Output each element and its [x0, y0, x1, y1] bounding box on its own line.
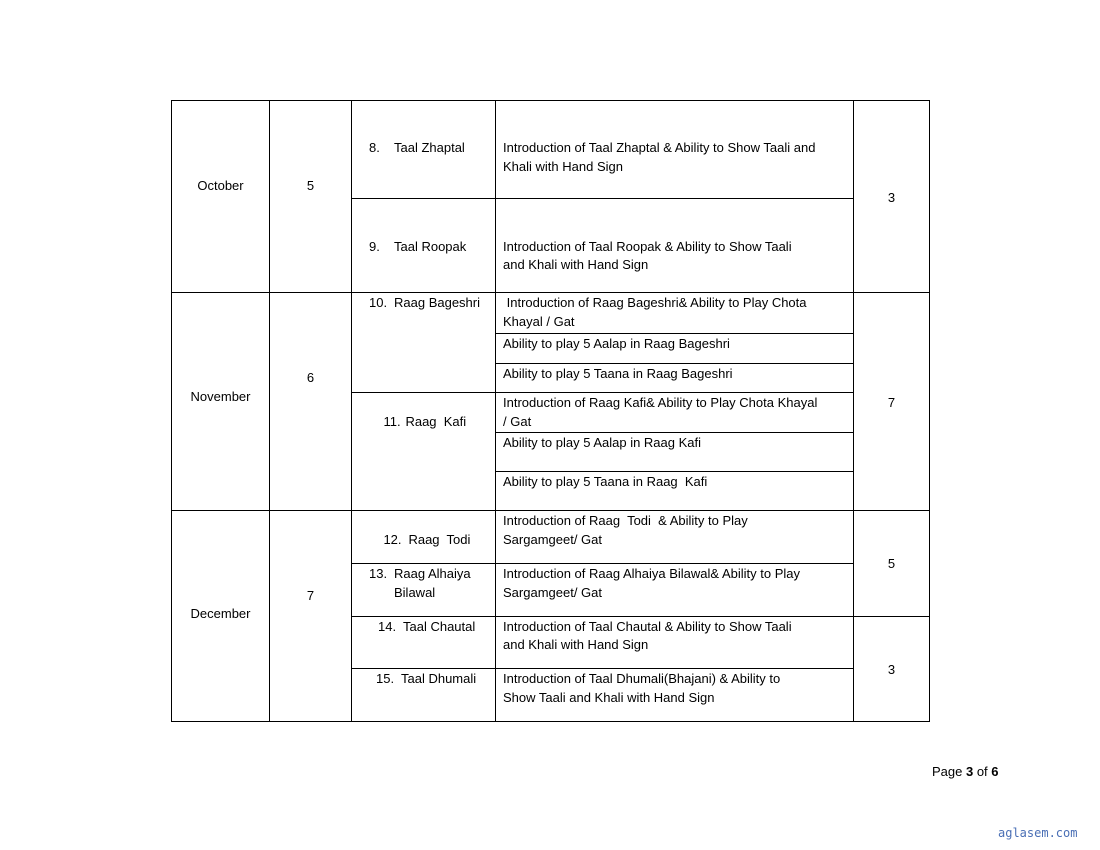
topic-description: Introduction of Taal Chautal & Ability to Show Taali — [503, 619, 792, 634]
topic-label: 12. Raag Todi — [383, 532, 471, 547]
topic-description: Show Taali and Khali with Hand Sign — [503, 690, 715, 705]
month-cell: October — [197, 178, 244, 193]
topic-label: 13. Raag Alhaiya — [369, 566, 471, 581]
page-number: Page 3 of 6 — [932, 764, 999, 779]
topic-label: 10. Raag Bageshri — [369, 295, 480, 310]
count-cell: 5 — [306, 178, 315, 193]
periods-cell: 5 — [887, 556, 896, 571]
topic-label: 11. Raag Kafi — [383, 414, 467, 429]
topic-description: Ability to play 5 Taana in Raag Kafi — [503, 474, 708, 489]
periods-cell: 3 — [887, 190, 896, 205]
topic-description: Ability to play 5 Aalap in Raag Kafi — [503, 435, 702, 450]
periods-cell: 7 — [887, 395, 896, 410]
topic-description: Khali with Hand Sign — [503, 159, 623, 174]
topic-description: Introduction of Raag Alhaiya Bilawal& Ability to Play — [503, 566, 801, 581]
count-cell: 6 — [306, 370, 315, 385]
topic-label: 14. Taal Chautal — [378, 619, 476, 634]
count-cell: 7 — [306, 588, 315, 603]
topic-label: 9. Taal Roopak — [369, 239, 467, 254]
topic-description: Ability to play 5 Aalap in Raag Bageshri — [503, 336, 730, 351]
periods-cell: 3 — [887, 662, 896, 677]
topic-description: and Khali with Hand Sign — [503, 637, 649, 652]
topic-description: Khayal / Gat — [503, 314, 575, 329]
topic-description: Introduction of Taal Zhaptal & Ability to Show Taali and — [503, 140, 816, 155]
topic-description: Introduction of Raag Todi & Ability to Play — [503, 513, 748, 528]
topic-description: Introduction of Taal Roopak & Ability to Show Taali — [503, 239, 792, 254]
watermark-text: aglasem.com — [998, 826, 1078, 840]
month-cell: December — [190, 606, 251, 621]
month-cell: November — [190, 389, 251, 404]
topic-description: Sargamgeet/ Gat — [503, 585, 602, 600]
topic-description: Introduction of Raag Kafi& Ability to Play Chota Khayal — [503, 395, 818, 410]
topic-description: Ability to play 5 Taana in Raag Bageshri — [503, 366, 733, 381]
topic-label: 15. Taal Dhumali — [376, 671, 477, 686]
topic-description: Introduction of Raag Bageshri& Ability to Play Chota — [503, 295, 807, 310]
topic-description: and Khali with Hand Sign — [503, 257, 649, 272]
topic-description: / Gat — [503, 414, 532, 429]
topic-label: 8. Taal Zhaptal — [369, 140, 465, 155]
topic-label-continued: Bilawal — [394, 585, 436, 600]
topic-description: Introduction of Taal Dhumali(Bhajani) & Ability to — [503, 671, 781, 686]
topic-description: Sargamgeet/ Gat — [503, 532, 602, 547]
